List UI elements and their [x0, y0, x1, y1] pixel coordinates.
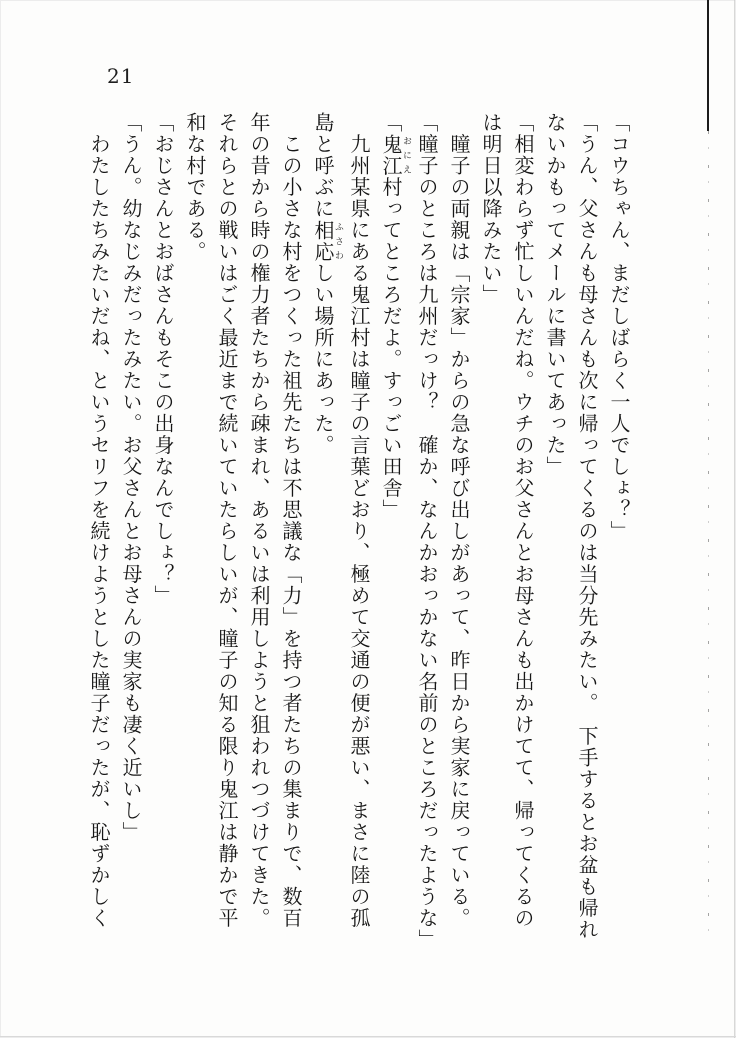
text-line: 「うん、父さんも母さんも次に帰ってくるのは当分先みたい。 下手するとお盆も帰れ: [575, 112, 599, 941]
text-line: 九州某県にある鬼江村は瞳子の言葉どおり、極めて交通の便が悪い、まさに陸の孤: [347, 112, 371, 929]
page-edge-right: [734, 0, 735, 1038]
text-line: ないかもってメールに書いてあった」: [543, 112, 567, 478]
text-line: は明日以降みたい」: [479, 112, 503, 306]
text-line: 「相変わらず忙しいんだね。ウチのお父さんとお母さんも出かけてて、帰ってくるの: [511, 112, 535, 929]
text-line: 瞳子の両親は「宗家」からの急な呼び出しがあって、昨日から実家に戻っている。: [447, 112, 471, 929]
text-line: 「コウちゃん、まだしばらく一人でしょ？」: [607, 112, 631, 542]
text-line: わたしたちみたいだね、というセリフを続けようとした瞳子だったが、恥ずかしく: [87, 112, 111, 929]
text-line: 「瞳子のところは九州だっけ？ 確か、なんかおっかない名前のところだったような」: [415, 112, 439, 951]
page-number: 21: [107, 64, 135, 88]
text-line: 和な村である。: [183, 112, 207, 263]
scan-artifact-dotted-line: [708, 131, 709, 931]
furigana-annotated-word: 相応ふさわ: [311, 219, 343, 263]
vertical-text-block: [89, 112, 635, 964]
text-line: それらとの戦いはごく最近まで続いていたらしいが、瞳子の知る限り鬼江は静かで平: [215, 112, 239, 929]
furigana-text: おにえ: [401, 133, 411, 177]
text-line: 年の昔から時の権力者たちから疎まれ、あるいは利用しようと狙われつづけてきた。: [247, 112, 271, 929]
text-line: 島と呼ぶに相応ふさわしい場所にあった。: [311, 112, 343, 456]
text-line: 「うん。幼なじみだったみたい。お父さんとお母さんの実家も凄く近いし」: [119, 112, 143, 843]
furigana-annotated-word: 鬼江おにえ: [379, 133, 411, 177]
text-line: この小さな村をつくった祖先たちは不思議な「力」を持つ者たちの集まりで、数百: [279, 112, 303, 929]
text-line: 「鬼江おにえ村ってところだよ。すっごい田舎」: [379, 112, 411, 521]
page-edge-bottom: [0, 1036, 736, 1037]
scan-artifact-solid-line: [707, 0, 709, 131]
text-line: 「おじさんとおばさんもそこの出身なんでしょ？」: [151, 112, 175, 607]
furigana-text: ふさわ: [333, 219, 343, 263]
